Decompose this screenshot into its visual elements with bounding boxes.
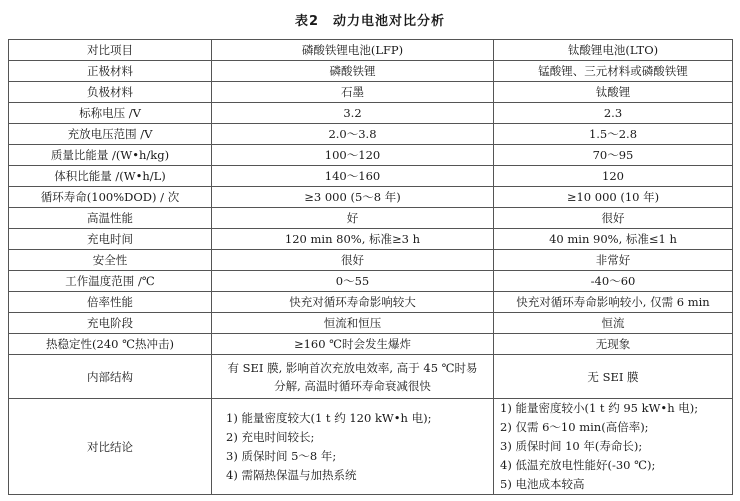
lfp-cell: 100～120 <box>212 145 494 166</box>
lto-cell: -40～60 <box>494 271 733 292</box>
lfp-cell: 0～55 <box>212 271 494 292</box>
table-row <box>9 229 733 250</box>
row-label: 工作温度范围 /℃ <box>9 271 212 292</box>
row-label: 倍率性能 <box>9 292 212 313</box>
table-row <box>9 271 733 292</box>
header-lto: 钛酸锂电池(LTO) <box>494 40 733 61</box>
table-row <box>9 124 733 145</box>
lto-cell: 钛酸锂 <box>494 82 733 103</box>
lfp-cell: 120 min 80%, 标准≥3 h <box>212 229 494 250</box>
row-label: 正极材料 <box>9 61 212 82</box>
row-label: 循环寿命(100%DOD) / 次 <box>9 187 212 208</box>
lfp-cell: 很好 <box>212 250 494 271</box>
table-row <box>9 82 733 103</box>
lfp-cell: 快充对循环寿命影响较大 <box>212 292 494 313</box>
row-label: 充电阶段 <box>9 313 212 334</box>
lfp-structure-cell <box>212 355 494 399</box>
row-label: 高温性能 <box>9 208 212 229</box>
lto-cell: 120 <box>494 166 733 187</box>
row-label: 安全性 <box>9 250 212 271</box>
lto-cell: 70～95 <box>494 145 733 166</box>
row-label: 对比结论 <box>9 399 212 495</box>
lto-cell: 很好 <box>494 208 733 229</box>
lfp-conclusion-item: 4) 需隔热保温与加热系统 <box>226 467 357 482</box>
lto-conclusion-item: 5) 电池成本较高 <box>500 477 585 491</box>
lto-conclusion-cell <box>494 399 733 495</box>
lfp-cell: 石墨 <box>212 82 494 103</box>
lfp-cell: ≥3 000 (5～8 年) <box>212 187 494 208</box>
conclusion-row <box>9 399 733 495</box>
lfp-conclusion-cell <box>212 399 494 495</box>
lfp-cell: 2.0～3.8 <box>212 124 494 145</box>
lto-conclusion-item: 4) 低温充放电性能好(-30 ℃); <box>500 458 656 472</box>
row-label: 充放电压范围 /V <box>9 124 212 145</box>
lto-cell: 无现象 <box>494 334 733 355</box>
lfp-structure-line: 分解, 高温时循环寿命衰减很快 <box>274 378 431 393</box>
table-row <box>9 334 733 355</box>
lto-cell: 快充对循环寿命影响较小, 仅需 6 min <box>494 292 733 313</box>
row-label: 热稳定性(240 ℃热冲击) <box>9 334 212 355</box>
lto-cell: 恒流 <box>494 313 733 334</box>
lto-cell: ≥10 000 (10 年) <box>494 187 733 208</box>
lfp-cell: 磷酸铁锂 <box>212 61 494 82</box>
lfp-cell: 3.2 <box>212 103 494 124</box>
table-row <box>9 208 733 229</box>
lfp-conclusion-item: 1) 能量密度较大(1 t 约 120 kW•h 电); <box>226 410 432 425</box>
lfp-conclusion-item: 2) 充电时间较长; <box>226 429 315 444</box>
table-row <box>9 187 733 208</box>
row-label: 标称电压 /V <box>9 103 212 124</box>
row-label: 质量比能量 /(W•h/kg) <box>9 145 212 166</box>
lto-conclusion-item: 1) 能量密度较小(1 t 约 95 kW•h 电); <box>500 401 699 415</box>
table-row <box>9 292 733 313</box>
table-row <box>9 313 733 334</box>
battery-comparison-table <box>8 39 733 495</box>
row-label: 内部结构 <box>9 355 212 399</box>
lto-cell: 2.3 <box>494 103 733 124</box>
lto-cell: 非常好 <box>494 250 733 271</box>
lto-cell: 40 min 90%, 标准≤1 h <box>494 229 733 250</box>
lfp-cell: 恒流和恒压 <box>212 313 494 334</box>
table-row <box>9 250 733 271</box>
table-row <box>9 61 733 82</box>
lto-conclusion-item: 2) 仅需 6～10 min(高倍率); <box>500 420 649 434</box>
lfp-cell: ≥160 ℃时会发生爆炸 <box>212 334 494 355</box>
structure-row <box>9 355 733 399</box>
lto-cell: 锰酸锂、三元材料或磷酸铁锂 <box>494 61 733 82</box>
lto-cell: 1.5～2.8 <box>494 124 733 145</box>
row-label: 充电时间 <box>9 229 212 250</box>
row-label: 体积比能量 /(W•h/L) <box>9 166 212 187</box>
lfp-conclusion-item: 3) 质保时间 5～8 年; <box>226 448 337 463</box>
lfp-cell: 好 <box>212 208 494 229</box>
table-caption: 表2 动力电池对比分析 <box>294 14 446 29</box>
lfp-cell: 140～160 <box>212 166 494 187</box>
lfp-structure-line: 有 SEI 膜, 影响首次充放电效率, 高于 45 ℃时易 <box>227 360 478 375</box>
table-header-row <box>9 40 733 61</box>
table-row <box>9 103 733 124</box>
header-lfp: 磷酸铁锂电池(LFP) <box>212 40 494 61</box>
header-item: 对比项目 <box>9 40 212 61</box>
row-label: 负极材料 <box>9 82 212 103</box>
lto-structure-cell: 无 SEI 膜 <box>494 355 733 399</box>
table-row <box>9 166 733 187</box>
lto-conclusion-item: 3) 质保时间 10 年(寿命长); <box>500 439 643 453</box>
table-row <box>9 145 733 166</box>
